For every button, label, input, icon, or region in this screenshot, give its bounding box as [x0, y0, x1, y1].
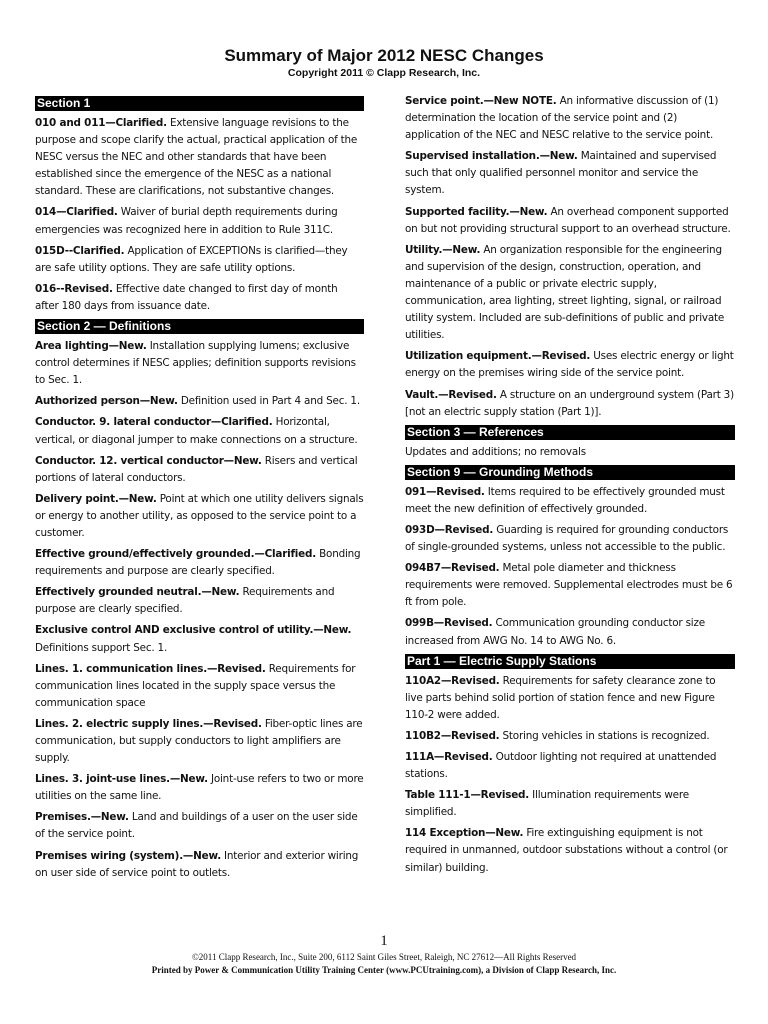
page-number: 1 — [380, 933, 388, 949]
entry-text: An organization responsible for the engineering and supervision of the design, construction, operation, and maintenance of a public or private electric supply, communication, area lighting, street lighting, signal, or railroad utility system. Included are sub-definitions of public and private utilities. — [405, 243, 725, 342]
entry-label: 114 Exception—New. — [405, 827, 524, 840]
entry-text: A structure on an underground system (Part 3) [not an electric supply station (Part 1)]. — [405, 388, 734, 418]
entry-text: An informative discussion of (1) determination the location of the service point and (2) application of the NEC and NESC relative to the service point. — [405, 95, 719, 142]
entry-label: Conductor. 9. lateral conductor—Clarified. — [35, 416, 273, 429]
section-heading: Part 1 — Electric Supply Stations — [405, 654, 735, 669]
section-heading: Section 2 — Definitions — [35, 319, 364, 334]
entry-text: Installation supplying lumens; exclusive control determines if NESC applies; definition supports revisions to Sec. 1. — [35, 340, 356, 387]
entry-label: Area lighting—New. — [35, 340, 147, 353]
entry-label: Authorized person—New. — [35, 395, 178, 408]
section-heading: Section 9 — Grounding Methods — [405, 465, 735, 480]
entry-text: An overhead component supported on but not providing structural support to an overhead structure. — [405, 205, 731, 235]
change-entry — [405, 522, 735, 556]
entry-text: Interior and exterior wiring on user side of service point to outlets. — [35, 849, 359, 879]
entry-text: Illumination requirements were simplified. — [405, 789, 689, 819]
change-entry — [405, 348, 735, 382]
entry-label: Conductor. 12. vertical conductor—New. — [35, 454, 262, 467]
entry-text: Metal pole diameter and thickness requirements were removed. Supplemental electrodes must be 6 ft from pole. — [405, 562, 733, 609]
entry-label: 010 and 011—Clarified. — [35, 117, 167, 129]
change-entry — [405, 673, 735, 724]
entry-text: Extensive language revisions to the purpose and scope clarify the actual, practical application of the NESC versus the NEC and other standards that have been established since the emergence of the NESC as a national standard. These are clarifications, not substantive changes. — [35, 117, 358, 198]
entry-label: 016--Revised. — [35, 282, 113, 295]
change-entry — [35, 622, 364, 656]
entry-label: Exclusive control AND exclusive control of utility.—New. — [35, 624, 352, 637]
entry-label: Lines. 3. joint-use lines.—New. — [35, 773, 208, 786]
entry-label: 099B—Revised. — [405, 617, 493, 630]
entry-text: Effective date changed to first day of month after 180 days from issuance date. — [35, 282, 338, 312]
entry-text: Horizontal, vertical, or diagonal jumper to make connections on a structure. — [35, 416, 358, 446]
entry-label: Premises wiring (system).—New. — [35, 849, 221, 862]
change-entry — [35, 115, 364, 200]
entry-text: Definition used in Part 4 and Sec. 1. — [177, 395, 360, 408]
change-entry — [405, 615, 735, 649]
entry-label: Utility.—New. — [405, 243, 481, 256]
change-entry — [405, 148, 735, 199]
entry-text: Fiber-optic lines are communication, but supply conductors to light amplifiers are supply. — [35, 717, 363, 765]
entry-label: 111A—Revised. — [405, 751, 493, 763]
entry-label: 094B7—Revised. — [405, 562, 500, 575]
section-heading: Section 1 — [35, 96, 364, 111]
change-entry — [405, 787, 735, 821]
entry-text: Updates and additions; no removals — [405, 445, 586, 458]
right-column — [405, 93, 735, 881]
left-column — [35, 93, 364, 886]
entry-label: Premises.—New. — [35, 811, 129, 824]
entry-text: Application of EXCEPTIONs is clarified—they are safe utility options. They are safe utility options. — [35, 244, 348, 274]
entry-label: 091—Revised. — [405, 485, 485, 498]
change-entry — [35, 848, 364, 882]
entry-label: Supervised installation.—New. — [405, 150, 578, 163]
entry-label: 015D--Clarified. — [35, 244, 125, 257]
entry-text: Communication grounding conductor size increased from AWG No. 14 to AWG No. 6. — [405, 617, 705, 647]
entry-text: Requirements for communication lines located in the supply space versus the communication space — [35, 662, 356, 709]
entry-label: 110A2—Revised. — [405, 674, 500, 687]
change-entry — [405, 749, 735, 783]
change-entry — [405, 242, 735, 345]
entry-label: Lines. 2. electric supply lines.—Revised. — [35, 717, 262, 730]
change-entry — [35, 809, 364, 843]
change-entry — [405, 825, 735, 876]
change-entry — [405, 560, 735, 611]
change-entry — [35, 453, 364, 487]
change-entry — [35, 771, 364, 805]
entry-label: 093D—Revised. — [405, 523, 494, 536]
change-entry — [35, 338, 364, 389]
entry-label: 110B2—Revised. — [405, 729, 500, 742]
entry-label: Service point.—New NOTE. — [405, 95, 557, 107]
entry-label: Table 111-1—Revised. — [405, 789, 530, 802]
footer-printed-by: Printed by Power & Communication Utility Training Center (www.PCUtraining.com), a Division of Clapp Research, Inc. — [151, 965, 617, 975]
change-entry — [405, 484, 735, 518]
entry-text: Point at which one utility delivers signals or energy to another utility, as opposed to the service point to a customer. — [35, 492, 364, 539]
entry-label: Effective ground/effectively grounded.—Clarified. — [35, 548, 316, 561]
entry-text: Definitions support Sec. 1. — [35, 641, 168, 654]
entry-text: Risers and vertical portions of lateral conductors. — [35, 454, 358, 484]
entry-text: Bonding requirements and purpose are clearly specified. — [35, 548, 361, 578]
change-entry — [405, 728, 735, 745]
entry-text: Requirements for safety clearance zone to live parts behind solid portion of station fence and new Figure 110-2 were added. — [405, 674, 716, 721]
entry-text: Outdoor lighting not required at unattended stations. — [405, 751, 717, 781]
entry-text: Fire extinguishing equipment is not required in unmanned, outdoor substations without a control (or similar) building. — [405, 827, 728, 874]
change-entry — [35, 393, 364, 410]
change-entry — [405, 387, 735, 421]
entry-label: 014—Clarified. — [35, 206, 118, 219]
change-entry — [35, 546, 364, 580]
entry-label: Vault.—Revised. — [405, 388, 497, 401]
entry-text: Maintained and supervised such that only qualified personnel monitor and service the system. — [405, 150, 717, 197]
change-entry — [35, 661, 364, 712]
change-entry — [35, 204, 364, 238]
entry-text: Guarding is required for grounding conductors of single-grounded systems, unless not accessible to the public. — [405, 523, 729, 554]
entry-text: Storing vehicles in stations is recognized. — [499, 729, 710, 742]
change-entry — [35, 584, 364, 618]
entry-text: Requirements and purpose are clearly specified. — [35, 586, 335, 616]
document-title: Summary of Major 2012 NESC Changes — [224, 46, 544, 65]
entry-label: Delivery point.—New. — [35, 492, 157, 505]
change-entry — [35, 281, 364, 315]
copyright-line: Copyright 2011 © Clapp Research, Inc. — [287, 67, 481, 79]
entry-label: Utilization equipment.—Revised. — [405, 350, 591, 363]
entry-text: Items required to be effectively grounded must meet the new definition of effectively grounded. — [405, 485, 725, 515]
change-entry — [35, 716, 364, 767]
entry-text: Joint-use refers to two or more utilities on the same line. — [35, 773, 364, 803]
entry-label: Lines. 1. communication lines.—Revised. — [35, 662, 266, 675]
change-entry — [35, 491, 364, 542]
entry-label: Effectively grounded neutral.—New. — [35, 586, 240, 599]
change-entry — [405, 93, 735, 144]
footer-copyright: ©2011 Clapp Research, Inc., Suite 200, 6112 Saint Giles Street, Raleigh, NC 27612—All Rights Reserved — [191, 952, 577, 962]
entry-text: Waiver of burial depth requirements during emergencies was recognized here in addition to Rule 311C. — [35, 206, 338, 236]
section-heading: Section 3 — References — [405, 425, 735, 440]
entry-text: Land and buildings of a user on the user side of the service point. — [35, 811, 358, 841]
entry-text: Uses electric energy or light energy on the premises wiring side of the service point. — [405, 350, 734, 380]
change-entry — [405, 444, 735, 461]
change-entry — [405, 204, 735, 238]
change-entry — [35, 414, 364, 448]
change-entry — [35, 243, 364, 277]
entry-label: Supported facility.—New. — [405, 205, 548, 218]
